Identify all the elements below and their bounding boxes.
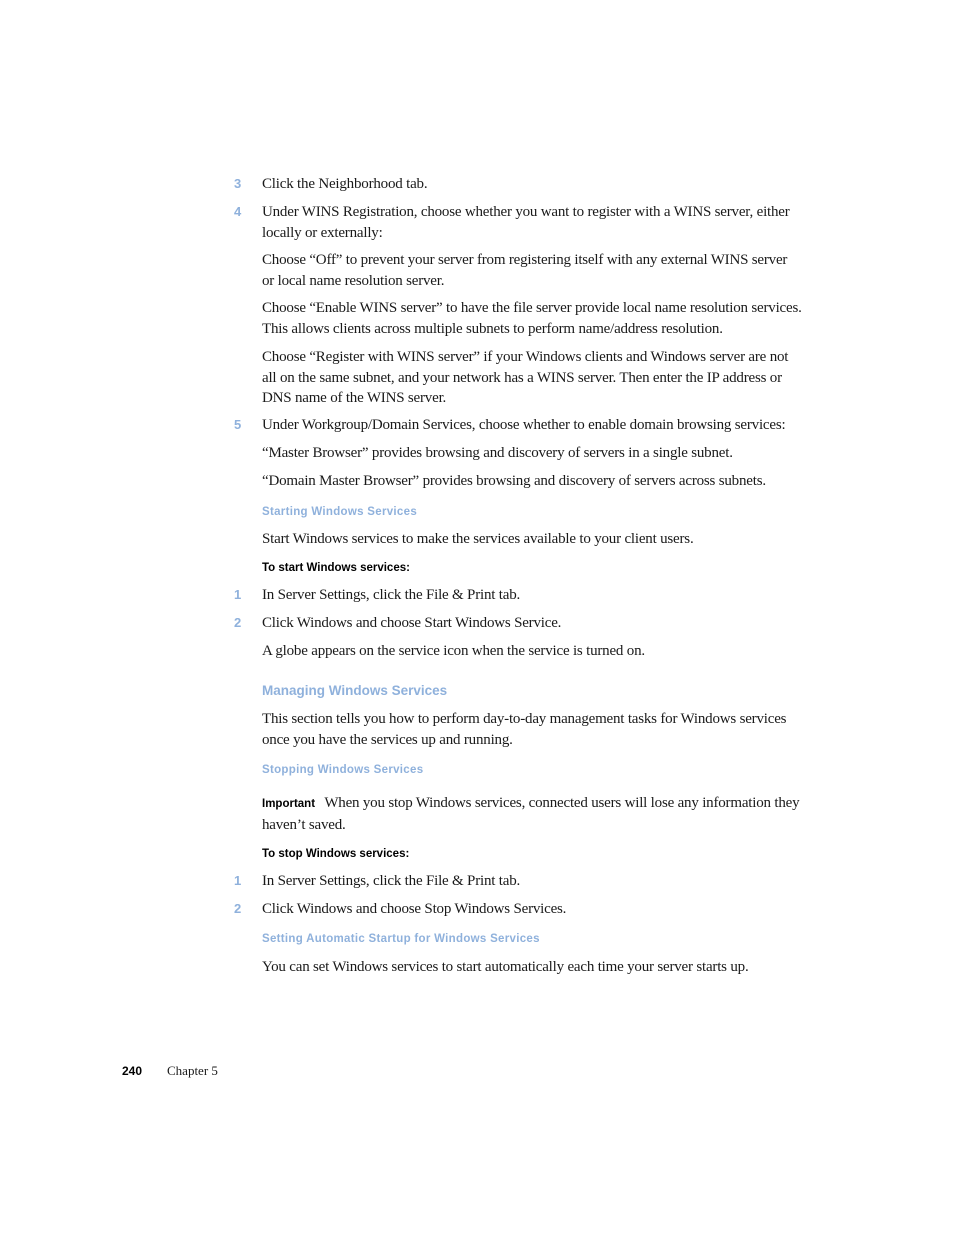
domain-master-browser-para: “Domain Master Browser” provides browsing and discovery of servers across subnets. — [262, 473, 766, 489]
step-number: 1 — [234, 873, 242, 888]
starting-heading: Starting Windows Services — [262, 506, 418, 518]
step-3 — [234, 174, 802, 195]
starting-intro: Start Windows services to make the services available to your client users. — [262, 531, 694, 547]
step-number: 3 — [234, 176, 242, 191]
step-number: 5 — [234, 417, 242, 432]
step-text: In Server Settings, click the File & Print tab. — [262, 587, 521, 603]
important-label: Important — [262, 798, 316, 810]
step-4 — [234, 202, 802, 243]
start-step-2 — [234, 613, 802, 634]
managing-heading: Managing Windows Services — [262, 683, 448, 698]
step-text: Click Windows and choose Stop Windows Services. — [262, 901, 567, 917]
important-text: When you stop Windows services, connected users will lose any information they haven’t saved. — [262, 795, 800, 833]
step-text: Click Windows and choose Start Windows Service. — [262, 615, 562, 631]
step-number: 1 — [234, 587, 242, 602]
master-browser-para: “Master Browser” provides browsing and discovery of servers in a single subnet. — [262, 445, 733, 461]
start-note: A globe appears on the service icon when the service is turned on. — [262, 643, 645, 659]
stop-task-heading: To stop Windows services: — [262, 848, 410, 860]
page-number: 240 — [122, 1064, 143, 1078]
important-note — [262, 793, 802, 835]
wins-option-enable: Choose “Enable WINS server” to have the file server provide local name resolution services. This allows clients across multiple subnets to perform name/address resolution. — [262, 300, 802, 337]
step-number: 2 — [234, 615, 242, 630]
autostart-heading: Setting Automatic Startup for Windows Services — [262, 933, 540, 945]
step-number: 4 — [234, 204, 242, 219]
stop-step-2 — [234, 899, 802, 920]
start-step-1 — [234, 585, 802, 606]
step-text: Under Workgroup/Domain Services, choose whether to enable domain browsing services: — [262, 417, 786, 433]
chapter-label: Chapter 5 — [167, 1063, 218, 1078]
start-task-heading: To start Windows services: — [262, 562, 410, 574]
stop-step-1 — [234, 871, 802, 892]
stopping-heading: Stopping Windows Services — [262, 764, 424, 776]
step-text: In Server Settings, click the File & Print tab. — [262, 873, 521, 889]
step-text: Under WINS Registration, choose whether you want to register with a WINS server, either locally or externally: — [262, 204, 790, 241]
step-text: Click the Neighborhood tab. — [262, 176, 428, 192]
step-5 — [234, 415, 802, 436]
managing-intro: This section tells you how to perform day-to-day management tasks for Windows services once you have the services up and running. — [262, 711, 787, 748]
wins-option-off: Choose “Off” to prevent your server from registering itself with any external WINS server or local name resolution server. — [262, 252, 788, 289]
step-number: 2 — [234, 901, 242, 916]
wins-option-register: Choose “Register with WINS server” if your Windows clients and Windows server are not all on the same subnet, and your network has a WINS server. Then enter the IP address or DNS name of the WINS server. — [262, 349, 789, 406]
autostart-intro: You can set Windows services to start automatically each time your server starts up. — [262, 959, 749, 975]
